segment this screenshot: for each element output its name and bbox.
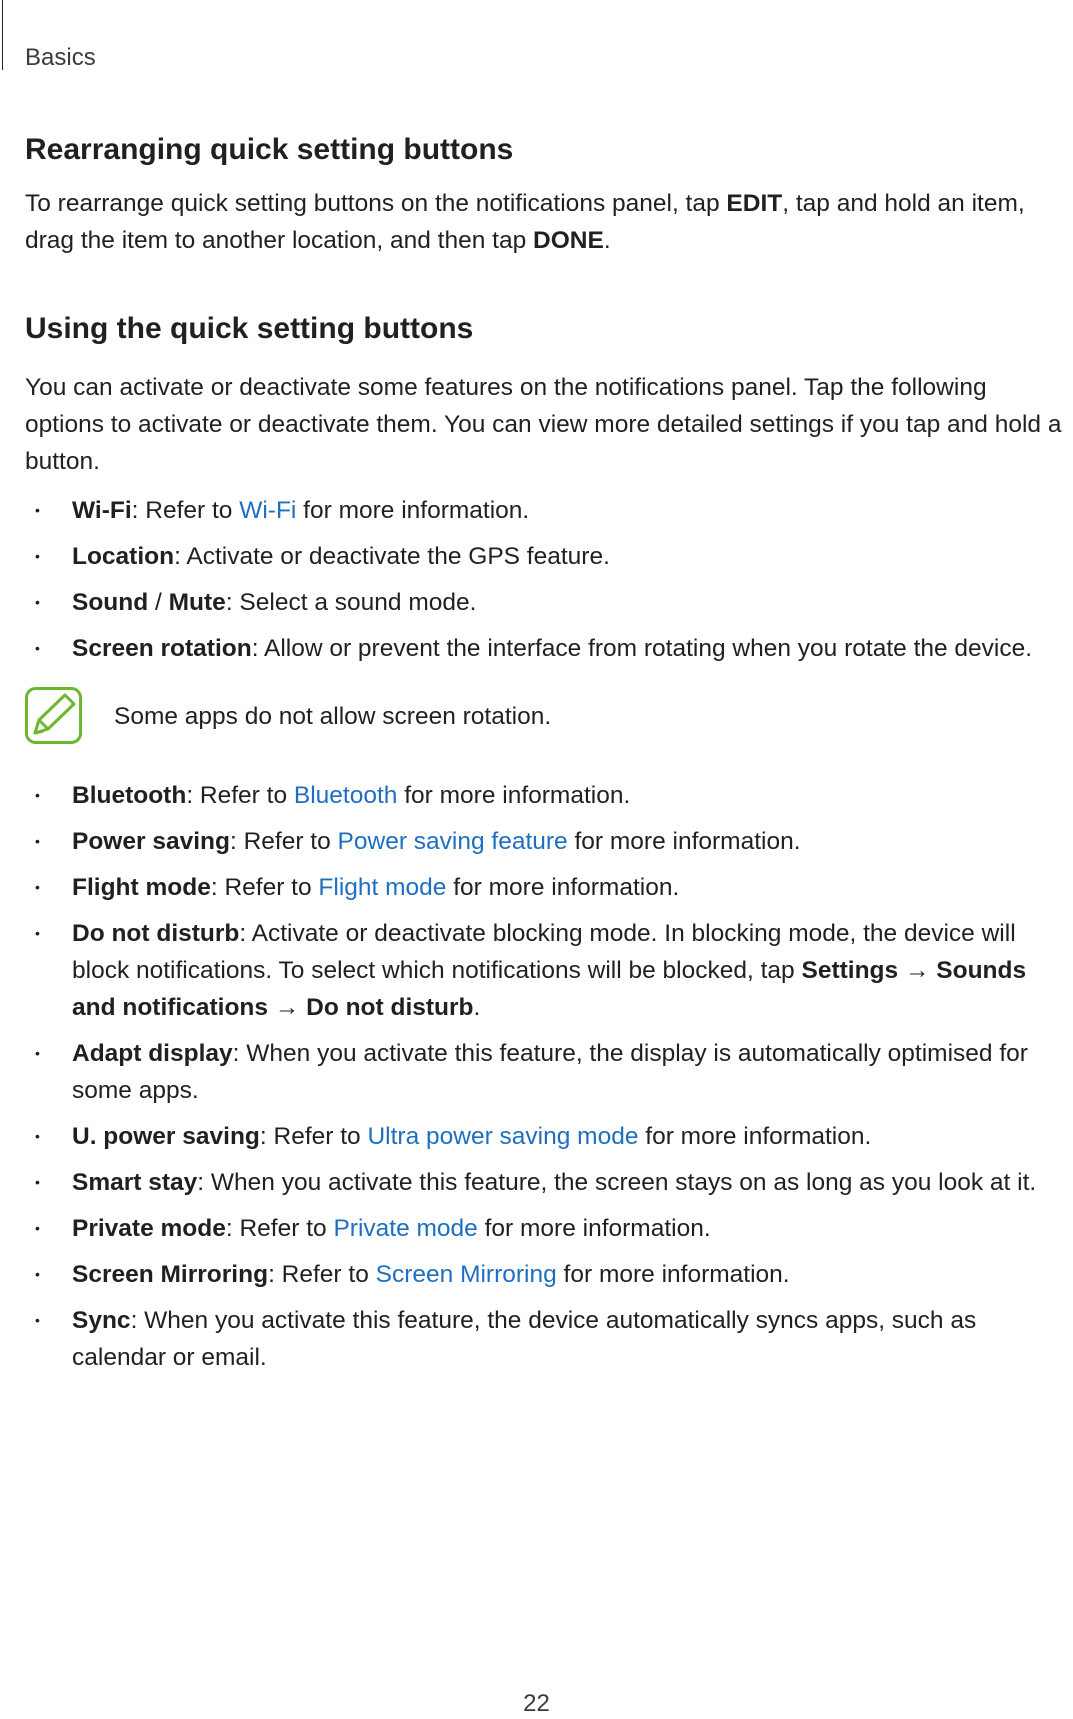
note-pencil-icon <box>25 687 82 744</box>
list-item-power-saving: • Power saving: Refer to Power saving feature for more information. <box>25 823 1070 860</box>
link-bluetooth[interactable]: Bluetooth <box>293 782 398 809</box>
page-number: 22 <box>523 1690 550 1717</box>
paragraph-using: You can activate or deactivate some features on the notifications panel. Tap the following options to activate or deactivate them. You can view more detailed settings if you tap and hold a button. <box>25 374 1062 475</box>
list-item-location: • Location: Activate or deactivate the GPS feature. <box>25 538 1070 575</box>
link-ultra-power-saving[interactable]: Ultra power saving mode <box>367 1123 639 1150</box>
feature-list-2 <box>25 777 1070 1385</box>
heading-rearranging: Rearranging quick setting buttons <box>25 133 514 166</box>
link-flight-mode[interactable]: Flight mode <box>318 874 447 901</box>
list-item-smart-stay: • Smart stay: When you activate this feature, the screen stays on as long as you look at it. <box>25 1164 1070 1201</box>
corner-rule <box>2 0 3 70</box>
running-header: Basics <box>25 44 96 71</box>
done-term: DONE <box>533 227 604 254</box>
list-item-u-power-saving: • U. power saving: Refer to Ultra power saving mode for more information. <box>25 1118 1070 1155</box>
list-item-bluetooth: • Bluetooth: Refer to Bluetooth for more information. <box>25 777 1070 814</box>
feature-list-1 <box>25 492 1070 676</box>
note-text: Some apps do not allow screen rotation. <box>114 703 552 730</box>
link-wifi[interactable]: Wi-Fi <box>239 497 297 524</box>
link-private-mode[interactable]: Private mode <box>333 1215 478 1242</box>
list-item-adapt-display: • Adapt display: When you activate this feature, the display is automatically optimised for some apps. <box>25 1035 1070 1109</box>
list-item-screen-mirroring: • Screen Mirroring: Refer to Screen Mirroring for more information. <box>25 1256 1070 1293</box>
list-item-sync: • Sync: When you activate this feature, the device automatically syncs apps, such as calendar or email. <box>25 1302 1070 1376</box>
edit-term: EDIT <box>726 190 783 217</box>
paragraph-rearranging: To rearrange quick setting buttons on the notifications panel, tap EDIT, tap and hold an item, drag the item to another location, and then tap DONE. <box>25 190 1025 254</box>
link-power-saving[interactable]: Power saving feature <box>337 828 568 855</box>
list-item-sound-mute: • Sound / Mute: Select a sound mode. <box>25 584 1070 621</box>
list-item-wifi: • Wi-Fi: Refer to Wi-Fi for more information. <box>25 492 1070 529</box>
list-item-screen-rotation: • Screen rotation: Allow or prevent the interface from rotating when you rotate the device. <box>25 630 1070 667</box>
list-item-private-mode: • Private mode: Refer to Private mode for more information. <box>25 1210 1070 1247</box>
list-item-do-not-disturb: • Do not disturb: Activate or deactivate blocking mode. In blocking mode, the device will block notifications. To select which notifications will be blocked, tap Settings → Sounds and notifications → Do not disturb. <box>25 915 1070 1026</box>
link-screen-mirroring[interactable]: Screen Mirroring <box>375 1261 557 1288</box>
list-item-flight-mode: • Flight mode: Refer to Flight mode for more information. <box>25 869 1070 906</box>
heading-using: Using the quick setting buttons <box>25 312 474 345</box>
